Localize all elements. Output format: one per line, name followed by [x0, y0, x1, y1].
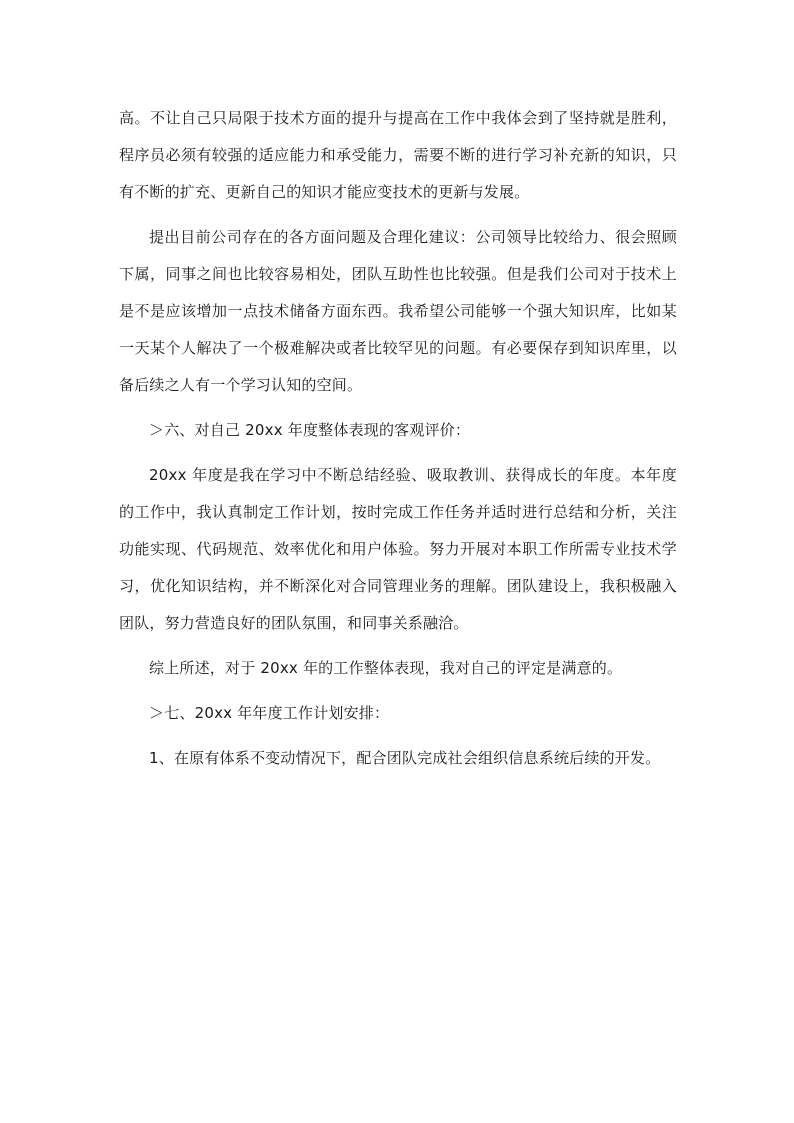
paragraph-summary: 综上所述，对于 20xx 年的工作整体表现，我对自己的评定是满意的。: [149, 659, 623, 677]
plan-item-1: 1、在原有体系不变动情况下，配合团队完成社会组织信息系统后续的开发。: [149, 749, 661, 767]
document-body: [119, 100, 677, 777]
section-heading-six: ＞六、对自己 20xx 年度整体表现的客观评价：: [149, 421, 471, 439]
paragraph-self-evaluation: 20xx 年度是我在学习中不断总结经验、吸取教训、获得成长的年度。本年度的工作中，我认真制定工作计划，按时完成工作任务并适时进行总结和分析，关注功能实现、代码规范、效率优化和用户体验。努力开展对本职工作所需专业技术学习，优化知识结构，并不断深化对合同管理业务的理解。团队建设上，我积极融入团队，努力营造良好的团队氛围，和同事关系融洽。: [119, 466, 677, 632]
section-heading-seven: ＞七、20xx 年年度工作计划安排：: [149, 704, 390, 722]
paragraph-continuation: 高。不让自己只局限于技术方面的提升与提高在工作中我体会到了坚持就是胜利，程序员必须有较强的适应能力和承受能力，需要不断的进行学习补充新的知识，只有不断的扩充、更新自己的知识才能应变技术的更新与发展。: [119, 109, 677, 201]
paragraph-suggestions: 提出目前公司存在的各方面问题及合理化建议：公司领导比较给力、很会照顾下属，同事之间也比较容易相处，团队互助性也比较强。但是我们公司对于技术上是不是应该增加一点技术储备方面东西。我希望公司能够一个强大知识库，比如某一天某个人解决了一个极难解决或者比较罕见的问题。有必要保存到知识库里，以备后续之人有一个学习认知的空间。: [119, 228, 677, 394]
